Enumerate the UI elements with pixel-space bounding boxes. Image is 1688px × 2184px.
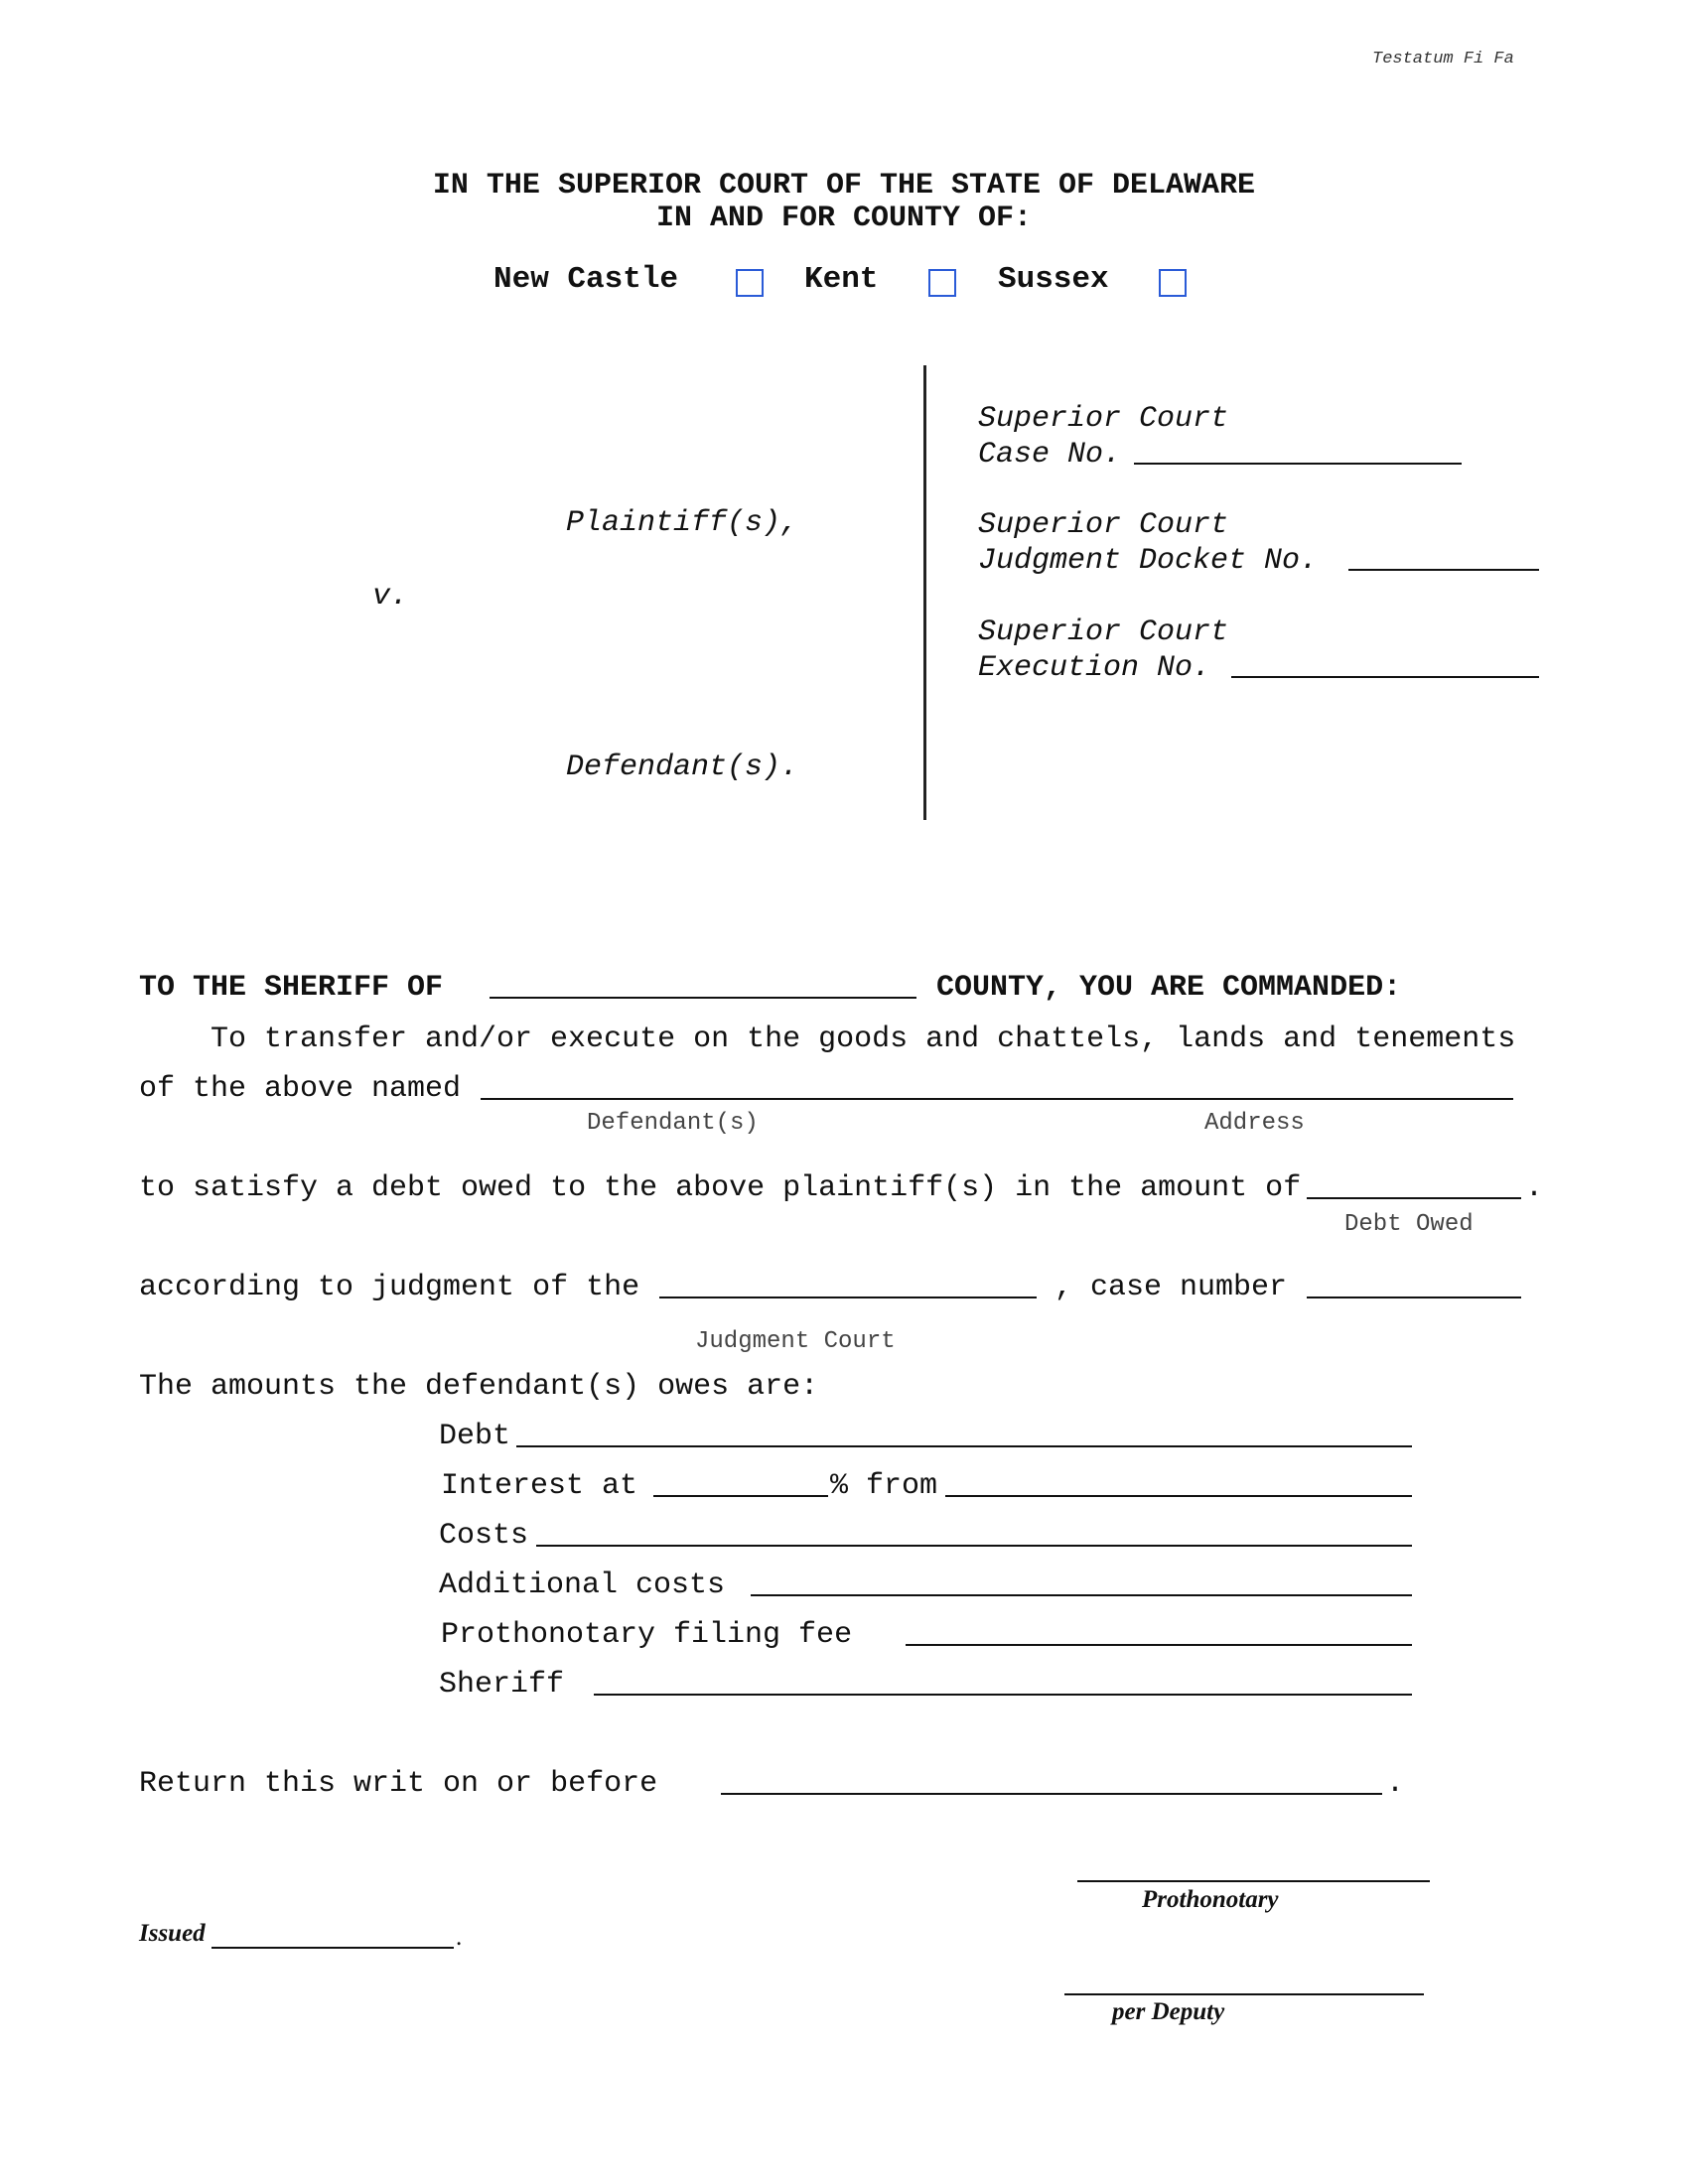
versus-label: v. xyxy=(372,580,409,614)
satisfy-line: to satisfy a debt owed to the above plaintiff(s) in the amount of xyxy=(139,1171,1302,1205)
judgment-court-field[interactable] xyxy=(659,1297,1037,1298)
label-defendant: Defendant(s) xyxy=(587,1110,759,1137)
percent-from-label: % from xyxy=(830,1469,938,1503)
according-label: according to judgment of the xyxy=(139,1271,640,1304)
additional-costs-label: Additional costs xyxy=(439,1569,726,1602)
case-number-field[interactable] xyxy=(1307,1297,1521,1298)
form-code: Testatum Fi Fa xyxy=(1372,50,1514,68)
additional-costs-field[interactable] xyxy=(751,1594,1412,1596)
prothonotary-label: Prothonotary xyxy=(1142,1886,1279,1913)
county-label-new-castle: New Castle xyxy=(493,262,679,297)
transfer-line: To transfer and/or execute on the goods and chattels, lands and tenements xyxy=(211,1023,1516,1056)
execution-line2: Execution No. xyxy=(978,651,1211,685)
return-writ-label: Return this writ on or before xyxy=(139,1767,658,1801)
return-period: . xyxy=(1386,1767,1405,1801)
filing-fee-field[interactable] xyxy=(906,1644,1412,1646)
prothonotary-signature-line[interactable] xyxy=(1077,1880,1430,1882)
county-title: IN AND FOR COUNTY OF: xyxy=(655,202,1033,235)
checkbox-sussex[interactable] xyxy=(1159,269,1187,297)
defendant-label: Defendant(s). xyxy=(566,751,799,784)
case-number-label: , case number xyxy=(1055,1271,1288,1304)
issued-date-field[interactable] xyxy=(211,1947,454,1949)
checkbox-new-castle[interactable] xyxy=(736,269,764,297)
above-named-label: of the above named xyxy=(139,1072,462,1106)
satisfy-period: . xyxy=(1525,1171,1544,1205)
interest-label: Interest at xyxy=(441,1469,638,1503)
sheriff-prefix: TO THE SHERIFF OF xyxy=(139,971,444,1005)
return-date-field[interactable] xyxy=(721,1793,1382,1795)
debt-owed-field[interactable] xyxy=(1307,1197,1521,1199)
label-judgment-court: Judgment Court xyxy=(695,1328,896,1355)
sheriff-county-field[interactable] xyxy=(490,997,916,999)
docket-line2: Judgment Docket No. xyxy=(978,544,1319,578)
docket-no-field[interactable] xyxy=(1348,569,1539,571)
county-label-kent: Kent xyxy=(804,262,879,297)
checkbox-kent[interactable] xyxy=(928,269,956,297)
docket-line1: Superior Court xyxy=(978,508,1229,542)
execution-no-field[interactable] xyxy=(1231,676,1539,678)
label-debt-owed: Debt Owed xyxy=(1344,1211,1474,1238)
plaintiff-label: Plaintiff(s), xyxy=(566,506,799,540)
court-title: IN THE SUPERIOR COURT OF THE STATE OF DELAWARE xyxy=(432,169,1256,203)
deputy-signature-line[interactable] xyxy=(1064,1993,1424,1995)
amounts-intro: The amounts the defendant(s) owes are: xyxy=(139,1370,819,1404)
sheriff-suffix: COUNTY, YOU ARE COMMANDED: xyxy=(936,971,1402,1005)
debt-field[interactable] xyxy=(516,1445,1412,1447)
caption-divider xyxy=(923,365,926,820)
label-address: Address xyxy=(1204,1110,1305,1137)
execution-line1: Superior Court xyxy=(978,615,1229,649)
case-no-line2: Case No. xyxy=(978,438,1122,472)
costs-label: Costs xyxy=(439,1519,529,1553)
interest-rate-field[interactable] xyxy=(653,1495,828,1497)
case-no-line1: Superior Court xyxy=(978,402,1229,436)
sheriff-fee-label: Sheriff xyxy=(439,1668,565,1702)
interest-from-field[interactable] xyxy=(945,1495,1412,1497)
county-label-sussex: Sussex xyxy=(998,262,1109,297)
defendant-address-field[interactable] xyxy=(481,1098,1513,1100)
per-deputy-label: per Deputy xyxy=(1112,1998,1225,2025)
case-no-field[interactable] xyxy=(1134,463,1462,465)
filing-fee-label: Prothonotary filing fee xyxy=(441,1618,853,1652)
costs-field[interactable] xyxy=(536,1545,1412,1547)
sheriff-fee-field[interactable] xyxy=(594,1694,1412,1696)
issued-period: . xyxy=(456,1924,463,1951)
debt-label: Debt xyxy=(439,1420,511,1453)
issued-label: Issued xyxy=(139,1920,206,1947)
